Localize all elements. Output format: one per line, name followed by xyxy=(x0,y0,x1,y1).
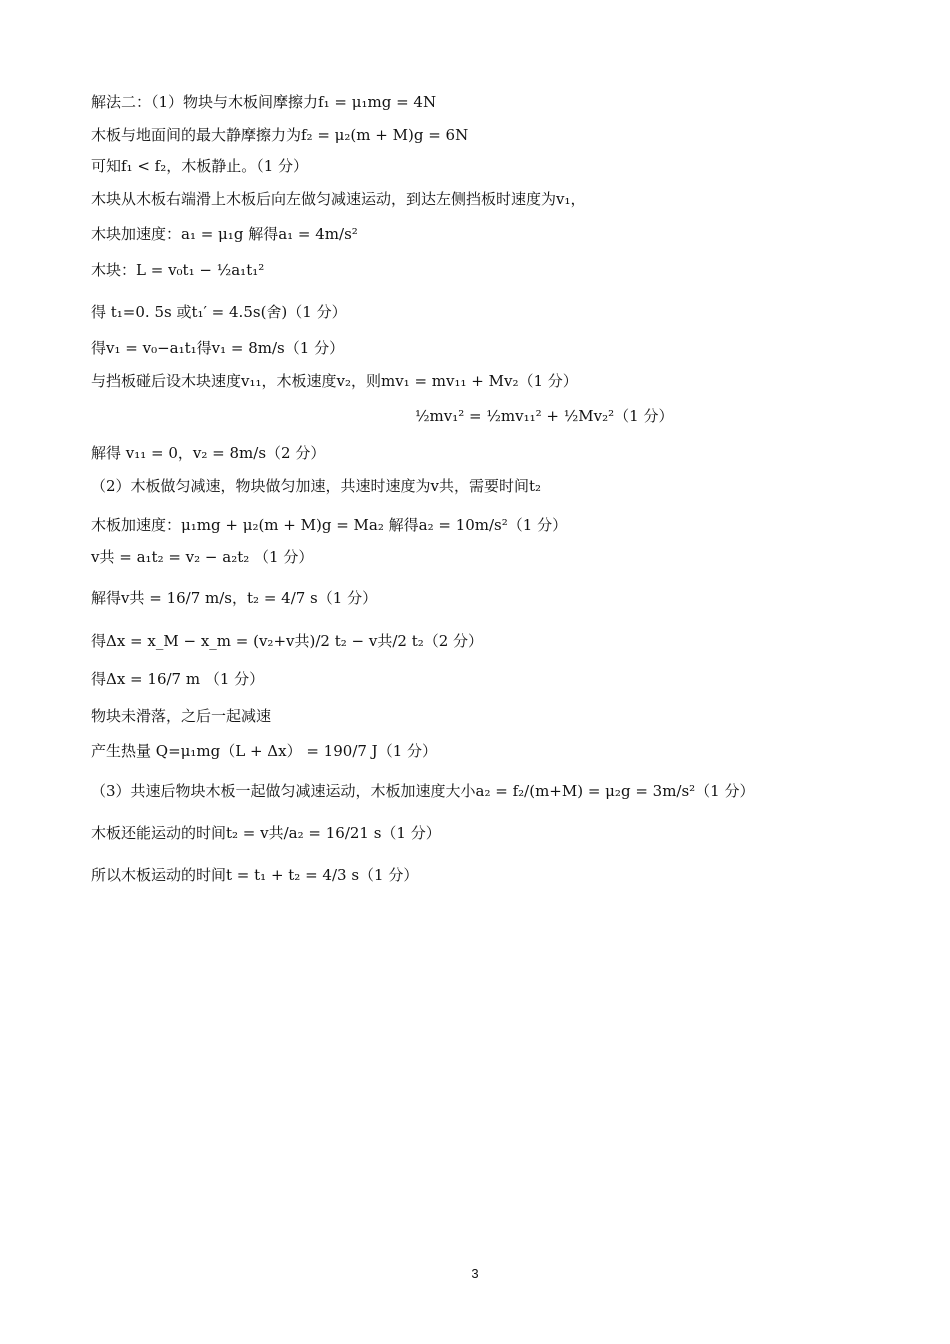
solution-line-18: 物块未滑落，之后一起减速 xyxy=(91,707,272,725)
solution-line-2: 木板与地面间的最大静摩擦力为f₂ = μ₂(m + M)g = 6N xyxy=(91,126,469,144)
solution-line-9: 与挡板碰后设木块速度v₁₁，木板速度v₂，则mv₁ = mv₁₁ + Mv₂（1 分） xyxy=(91,372,578,390)
solution-line-21: 木板还能运动的时间t₂ = v共/a₂ = 16/21 s（1 分） xyxy=(91,824,441,842)
solution-line-10: ½mv₁² = ½mv₁₁² + ½Mv₂²（1 分） xyxy=(415,407,674,425)
solution-line-15: 解得v共 = 16/7 m/s，t₂ = 4/7 s（1 分） xyxy=(91,589,378,607)
solution-line-16: 得Δx = x_M − x_m = (v₂+v共)/2 t₂ − v共/2 t₂（2 分） xyxy=(91,632,484,650)
solution-line-7: 得 t₁=0. 5s 或t₁′ = 4.5s(舍)（1 分） xyxy=(91,303,347,321)
solution-line-13: 木板加速度：μ₁mg + μ₂(m + M)g = Ma₂ 解得a₂ = 10m/s²（1 分） xyxy=(91,516,568,534)
solution-line-12: （2）木板做匀减速，物块做匀加速，共速时速度为v共，需要时间t₂ xyxy=(91,477,542,495)
solution-line-20: （3）共速后物块木板一起做匀减速运动，木板加速度大小a₂ = f₂/(m+M) = μ₂g = 3m/s²（1 分） xyxy=(91,782,755,800)
solution-line-3: 可知f₁ < f₂，木板静止。（1 分） xyxy=(91,157,309,175)
solution-line-22: 所以木板运动的时间t = t₁ + t₂ = 4/3 s（1 分） xyxy=(91,866,419,884)
solution-line-8: 得v₁ = v₀−a₁t₁得v₁ = 8m/s（1 分） xyxy=(91,339,345,357)
page-number: 3 xyxy=(471,1266,479,1281)
solution-line-11: 解得 v₁₁ = 0，v₂ = 8m/s（2 分） xyxy=(91,444,326,462)
solution-line-17: 得Δx = 16/7 m （1 分） xyxy=(91,670,265,688)
solution-line-6: 木块：L = v₀t₁ − ½a₁t₁² xyxy=(91,261,265,279)
solution-line-14: v共 = a₁t₂ = v₂ − a₂t₂ （1 分） xyxy=(91,548,314,566)
solution-line-1: 解法二：（1）物块与木板间摩擦力f₁ = μ₁mg = 4N xyxy=(91,93,437,111)
solution-line-4: 木块从木板右端滑上木板后向左做匀减速运动，到达左侧挡板时速度为v₁， xyxy=(91,190,586,208)
solution-line-19: 产生热量 Q=μ₁mg（L + Δx） = 190/7 J（1 分） xyxy=(91,742,438,760)
solution-line-5: 木块加速度：a₁ = μ₁g 解得a₁ = 4m/s² xyxy=(91,225,358,243)
